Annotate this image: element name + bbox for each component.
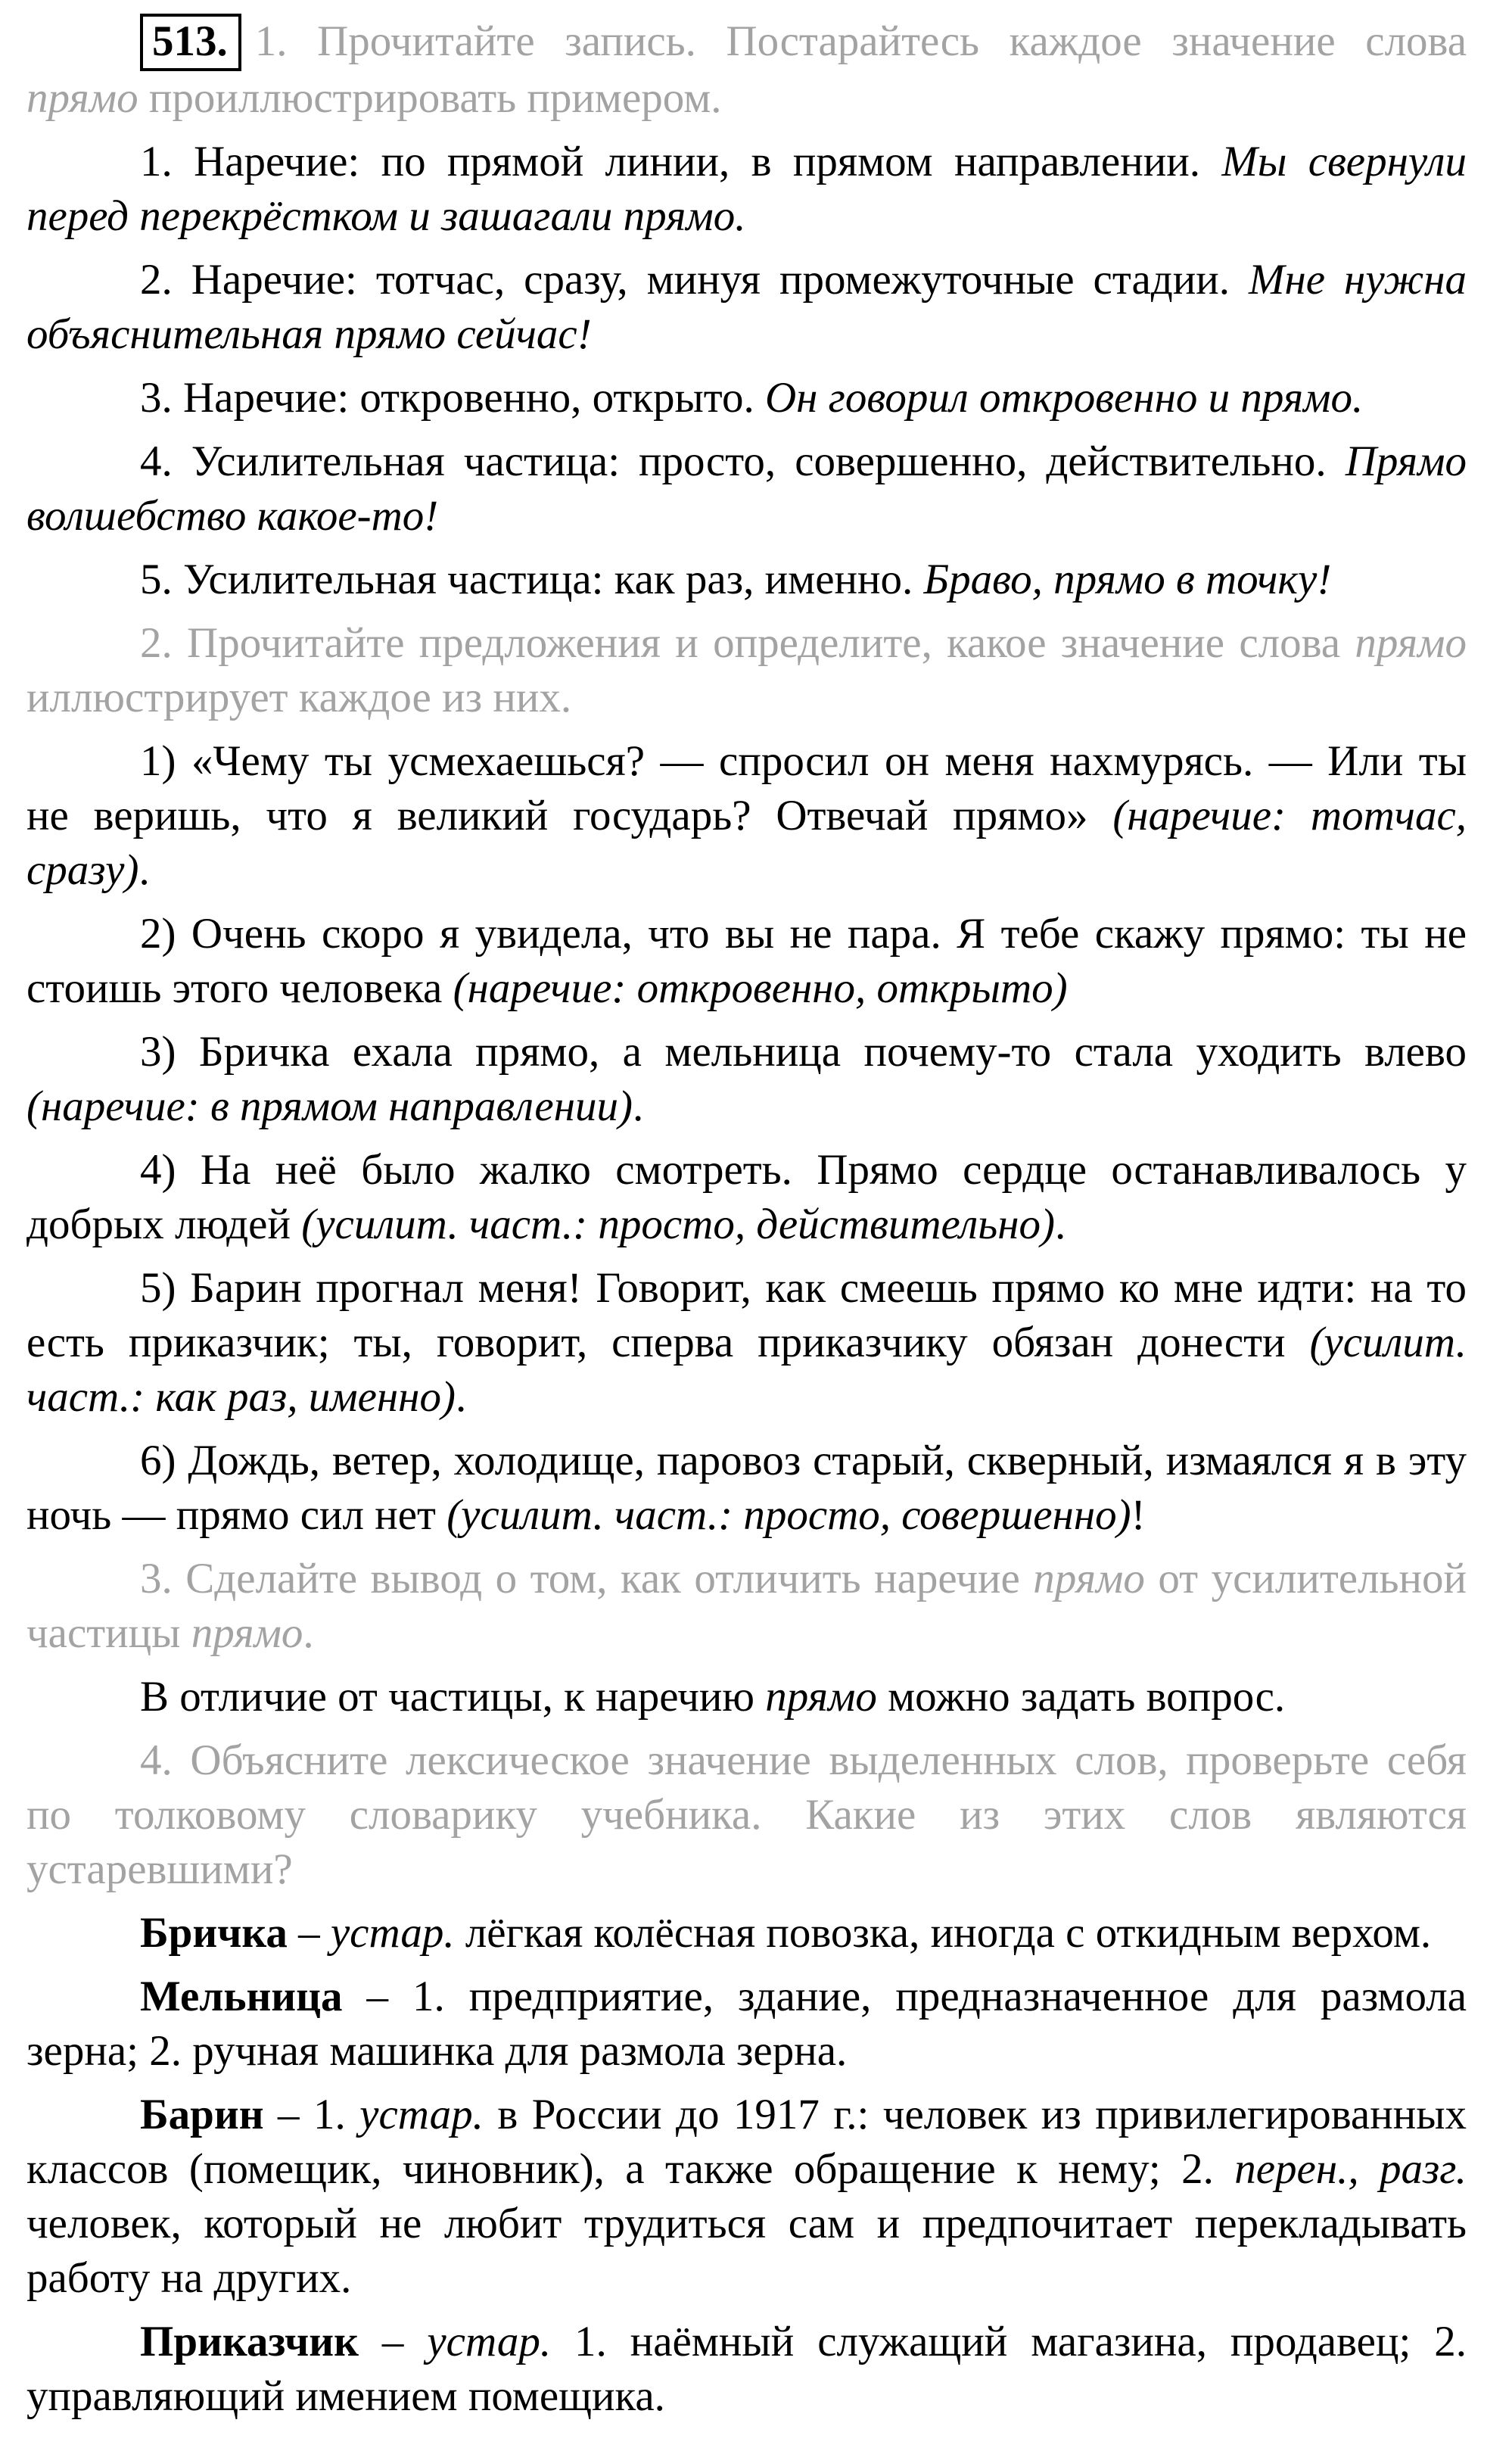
text-run: 6) Дождь, ветер, холодище, паровоз старый, скверный, измаялся я в эту ночь — прямо сил нет <box>26 1436 1467 1539</box>
text-run: . <box>455 1372 467 1421</box>
text-run: 4. Усилительная частица: просто, совершенно, действительно. <box>140 437 1346 485</box>
definition-paragraph <box>26 2088 1467 2306</box>
text-run: прямо <box>1355 618 1467 667</box>
text-run: . <box>138 846 150 894</box>
text-run: можно задать вопрос. <box>876 1672 1286 1721</box>
sentence-analysis <box>26 907 1467 1016</box>
text-run: 4) На неё было жалко смотреть. Прямо сердце останавливалось у добрых людей <box>26 1145 1467 1248</box>
conclusion-answer <box>26 1670 1467 1724</box>
meaning-item <box>26 434 1467 543</box>
sentence-analysis <box>26 1434 1467 1543</box>
text-run: Приказчик <box>140 2317 359 2365</box>
text-run: 1. наёмный служащий магазина, продавец; 2. управляющий имением помещика. <box>26 2317 1467 2420</box>
text-run: – <box>287 1908 331 1957</box>
text-run: человек, который не любит трудиться сам и предпочитает перекладывать работу на других. <box>26 2199 1467 2302</box>
text-run: 5) Барин прогнал меня! Говорит, как смеешь прямо ко мне идти: на то есть приказчик; ты, говорит, сперва приказчику обязан донести <box>26 1263 1467 1366</box>
definition-paragraph <box>26 2315 1467 2424</box>
text-run: проиллюстрировать примером. <box>138 73 722 122</box>
definition-paragraph <box>26 1970 1467 2079</box>
text-run: Он говорил откровенно и прямо. <box>764 373 1364 422</box>
text-run: в России до 1917 г.: человек из привилегированных классов (помещик, чиновник), а также обращение к нему; 2. <box>26 2090 1467 2193</box>
text-run: В отличие от частицы, к наречию <box>140 1672 766 1721</box>
task-instruction <box>26 1733 1467 1897</box>
text-run: от усилительной частицы <box>26 1554 1467 1657</box>
text-run: Мы свернули перед перекрёстком и зашагали прямо. <box>26 137 1467 240</box>
text-run: устар. <box>427 2317 552 2365</box>
text-run: 2) Очень скоро я увидела, что вы не пара. Я тебе скажу прямо: ты не стоишь этого человека <box>26 909 1467 1012</box>
text-run: – 1. <box>263 2090 360 2138</box>
text-run: Бричка <box>140 1908 288 1957</box>
text-run: (усилит. част.: просто, совершенно) <box>446 1490 1131 1539</box>
text-run: (наречие: тотчас, сразу) <box>26 791 1467 894</box>
text-run: . <box>303 1609 314 1657</box>
text-run: (наречие: откровенно, открыто) <box>453 964 1068 1012</box>
definition-paragraph <box>26 1906 1467 1960</box>
text-run: устар. <box>359 2090 484 2138</box>
task-instruction <box>26 616 1467 725</box>
text-run: Мельница <box>140 1972 343 2020</box>
text-run: прямо <box>765 1672 877 1721</box>
text-run: 1) «Чему ты усмехаешься? — спросил он меня нахмурясь. — Или ты не веришь, что я великий государь? Отвечай прямо» <box>26 737 1467 839</box>
text-run: Прямо волшебство какое-то! <box>26 437 1467 540</box>
text-run: прямо <box>26 73 138 122</box>
text-run: – 1. предприятие, здание, предназначенное для размола зерна; 2. ручная машинка для размола зерна. <box>26 1972 1467 2075</box>
text-run: . <box>1054 1200 1066 1248</box>
task-instruction <box>26 1552 1467 1661</box>
text-run: 5. Усилительная частица: как раз, именно. <box>140 555 924 603</box>
meaning-item <box>26 135 1467 244</box>
text-run: (наречие: в прямом направлении) <box>26 1082 633 1130</box>
text-run: 3) Бричка ехала прямо, а мельница почему-то стала уходить влево <box>140 1027 1467 1076</box>
exercise-content <box>26 14 1467 2424</box>
sentence-analysis <box>26 734 1467 898</box>
text-run: Мне нужна объяснительная прямо сейчас! <box>26 255 1467 358</box>
text-run: 4. Объясните лексическое значение выделенных слов, проверьте себя по толковому словарику учебника. Какие из этих слов являются устаревшими? <box>26 1736 1467 1893</box>
text-run: 1. Наречие: по прямой линии, в прямом направлении. <box>140 137 1222 185</box>
exercise-number-badge: 513. <box>140 14 241 71</box>
sentence-analysis <box>26 1143 1467 1252</box>
text-run: устар. <box>330 1908 455 1957</box>
meaning-item <box>26 253 1467 362</box>
text-run: 1. Прочитайте запись. Постарайтесь каждое значение слова <box>254 17 1467 65</box>
meaning-item <box>26 371 1467 425</box>
text-run: прямо <box>191 1609 303 1657</box>
text-run: 3. Наречие: откровенно, открыто. <box>140 373 765 422</box>
text-run: – <box>358 2317 428 2365</box>
text-run: Барин <box>140 2090 264 2138</box>
text-run: (усилит. част.: как раз, именно) <box>26 1318 1467 1421</box>
text-run: лёгкая колёсная повозка, иногда с откидным верхом. <box>454 1908 1432 1957</box>
text-run: иллюстрирует каждое из них. <box>26 673 572 721</box>
text-run: перен., разг. <box>1234 2144 1467 2193</box>
text-run: 3. Сделайте вывод о том, как отличить наречие <box>140 1554 1034 1602</box>
task-instruction <box>26 14 1467 126</box>
sentence-analysis <box>26 1261 1467 1425</box>
sentence-analysis <box>26 1025 1467 1134</box>
text-run: прямо <box>1033 1554 1145 1602</box>
meaning-item <box>26 553 1467 607</box>
text-run: ! <box>1131 1490 1146 1539</box>
text-run: Браво, прямо в точку! <box>923 555 1332 603</box>
text-run: (усилит. част.: просто, действительно) <box>301 1200 1055 1248</box>
text-run: 2. Наречие: тотчас, сразу, минуя промежуточные стадии. <box>140 255 1249 304</box>
text-run: 2. Прочитайте предложения и определите, какое значение слова <box>140 618 1355 667</box>
text-run: . <box>632 1082 644 1130</box>
